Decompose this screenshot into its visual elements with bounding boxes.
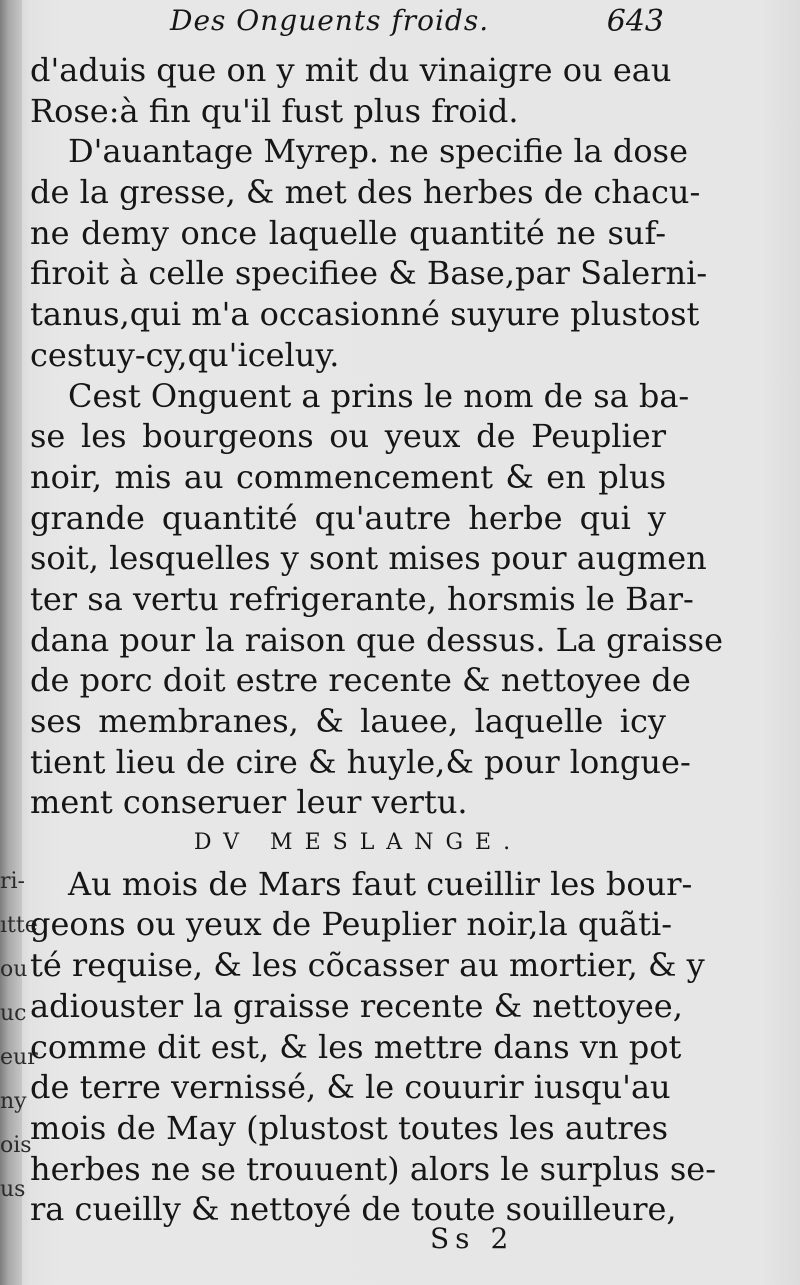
text-line: tanus,qui m'a occasionné suyure plustost <box>30 295 700 334</box>
text-line: firoit à celle specifiee & Base,par Salerni- <box>30 254 708 293</box>
text-line: comme dit est, & les mettre dans vn pot <box>30 1027 682 1066</box>
text-line: Rose:à fin qu'il fust plus froid. <box>30 91 519 130</box>
text-line: de porc doit estre recente & nettoyee de <box>30 661 691 700</box>
text-line: de la gresse, & met des herbes de chacu- <box>30 173 701 212</box>
text-line: ra cueilly & nettoyé de toute souilleure, <box>30 1190 677 1229</box>
text-line: ses membranes, & lauee, laquelle icy <box>30 702 666 740</box>
running-title: Des Onguents froids. <box>170 4 490 37</box>
text-line: ment conseruer leur vertu. <box>30 783 468 822</box>
text-line: d'aduis que on y mit du vinaigre ou eau <box>30 51 672 89</box>
gutter-fragment: uc <box>0 1001 27 1026</box>
text-line: noir, mis au commencement & en plus <box>30 457 666 496</box>
text-line: adiouster la graisse recente & nettoyee, <box>30 986 683 1025</box>
gutter-fragment: eur <box>0 1045 38 1070</box>
text-line: ter sa vertu refrigerante, horsmis le Bar- <box>30 579 694 618</box>
section-heading: DV MESLANGE. <box>193 830 523 856</box>
signature-mark: Ss 2 <box>430 1222 515 1255</box>
page-number: 643 <box>606 4 664 39</box>
text-line: de terre vernissé, & le couurir iusqu'au <box>30 1068 671 1107</box>
gutter-fragment: ıtte <box>0 913 38 938</box>
text-line: cestuy-cy,qu'iceluy. <box>30 335 340 374</box>
text-line: dana pour la raison que dessus. La graisse <box>30 620 724 659</box>
text-line: Cest Onguent a prins le nom de sa ba- <box>68 376 690 415</box>
gutter-fragment: ri- <box>0 869 25 894</box>
gutter-fragment: ou <box>0 957 28 982</box>
text-line: té requise, & les cõcasser au mortier, & y <box>30 946 705 985</box>
gutter-fragment: ny <box>0 1089 27 1114</box>
text-line: D'auantage Myrep. ne specifie la dose <box>68 132 689 171</box>
adjacent-page-fragments <box>0 860 38 1212</box>
text-line: se les bourgeons ou yeux de Peuplier <box>30 417 666 456</box>
text-line: grande quantité qu'autre herbe qui y <box>30 498 666 537</box>
body-text <box>30 50 724 1230</box>
text-line: tient lieu de cire & huyle,& pour longue- <box>30 742 691 781</box>
text-line: herbes ne se trouuent) alors le surplus se- <box>30 1149 717 1188</box>
text-line: Au mois de Mars faut cueillir les bour- <box>68 864 693 903</box>
gutter-fragment: us <box>0 1177 26 1202</box>
page-header <box>170 4 670 44</box>
gutter-fragment: ois <box>0 1133 32 1158</box>
text-line: soit, lesquelles y sont mises pour augmen <box>30 539 707 578</box>
text-line: ne demy once laquelle quantité ne suf- <box>30 213 666 252</box>
text-line: geons ou yeux de Peuplier noir,la quãti- <box>30 905 672 944</box>
text-line: mois de May (plustost toutes les autres <box>30 1108 669 1147</box>
